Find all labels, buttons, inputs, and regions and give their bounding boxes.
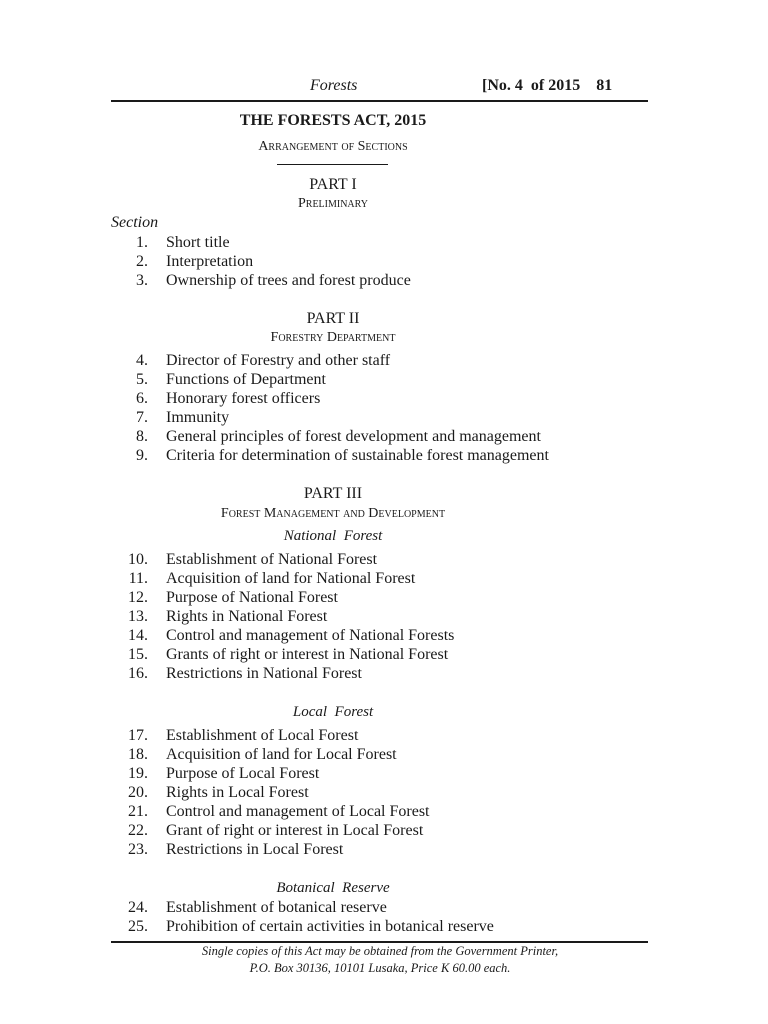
title-divider	[277, 164, 388, 165]
arrangement-heading: Arrangement of Sections	[258, 139, 408, 154]
footer-line-2: P.O. Box 30136, 10101 Lusaka, Price K 60.00 each.	[249, 961, 511, 975]
toc-item: 22. Grant of right or interest in Local Forest	[128, 822, 424, 839]
toc-item: 9. Criteria for determination of sustainable forest management	[136, 447, 549, 464]
toc-item: 6. Honorary forest officers	[136, 390, 321, 407]
act-title: THE FORESTS ACT, 2015	[239, 112, 427, 129]
footer-rule	[111, 941, 648, 943]
toc-item: 1. Short title	[136, 234, 230, 251]
toc-item: 21. Control and management of Local Forest	[128, 803, 430, 820]
toc-item: 8. General principles of forest development and management	[136, 428, 541, 445]
toc-item: 18. Acquisition of land for Local Forest	[128, 746, 397, 763]
part-2-name: Forestry Department	[270, 330, 396, 345]
toc-item: 24. Establishment of botanical reserve	[128, 899, 387, 916]
subheading-national-forest: National Forest	[283, 528, 383, 544]
toc-item: 15. Grants of right or interest in National Forest	[128, 646, 449, 663]
part-1-label: PART I	[309, 176, 357, 193]
header-rule	[111, 100, 648, 102]
subheading-botanical-reserve: Botanical Reserve	[276, 880, 390, 896]
toc-item: 14. Control and management of National Forests	[128, 627, 455, 644]
toc-item: 12. Purpose of National Forest	[128, 589, 338, 606]
toc-item: 3. Ownership of trees and forest produce	[136, 272, 411, 289]
toc-item: 25. Prohibition of certain activities in botanical reserve	[128, 918, 494, 935]
part-3-name: Forest Management and Development	[220, 506, 446, 521]
running-title: Forests	[310, 77, 358, 94]
part-1-name: Preliminary	[297, 196, 368, 211]
toc-item: 11. Acquisition of land for National Forest	[128, 570, 416, 587]
toc-item: 20. Rights in Local Forest	[128, 784, 309, 801]
toc-item: 17. Establishment of Local Forest	[128, 727, 359, 744]
toc-item: 13. Rights in National Forest	[128, 608, 328, 625]
toc-item: 2. Interpretation	[136, 253, 254, 270]
toc-item: 16. Restrictions in National Forest	[128, 665, 362, 682]
toc-item: 23. Restrictions in Local Forest	[128, 841, 344, 858]
part-2-label: PART II	[306, 310, 360, 327]
section-column-label: Section	[111, 214, 159, 231]
toc-item: 5. Functions of Department	[136, 371, 326, 388]
toc-item: 19. Purpose of Local Forest	[128, 765, 320, 782]
toc-item: 7. Immunity	[136, 409, 230, 426]
toc-item: 10. Establishment of National Forest	[128, 551, 378, 568]
subheading-local-forest: Local Forest	[292, 704, 374, 720]
act-reference: [No. 4 of 2015 81	[482, 77, 613, 94]
part-3-label: PART III	[303, 485, 363, 502]
toc-item: 4. Director of Forestry and other staff	[136, 352, 391, 369]
footer-line-1: Single copies of this Act may be obtained from the Government Printer,	[201, 944, 559, 958]
